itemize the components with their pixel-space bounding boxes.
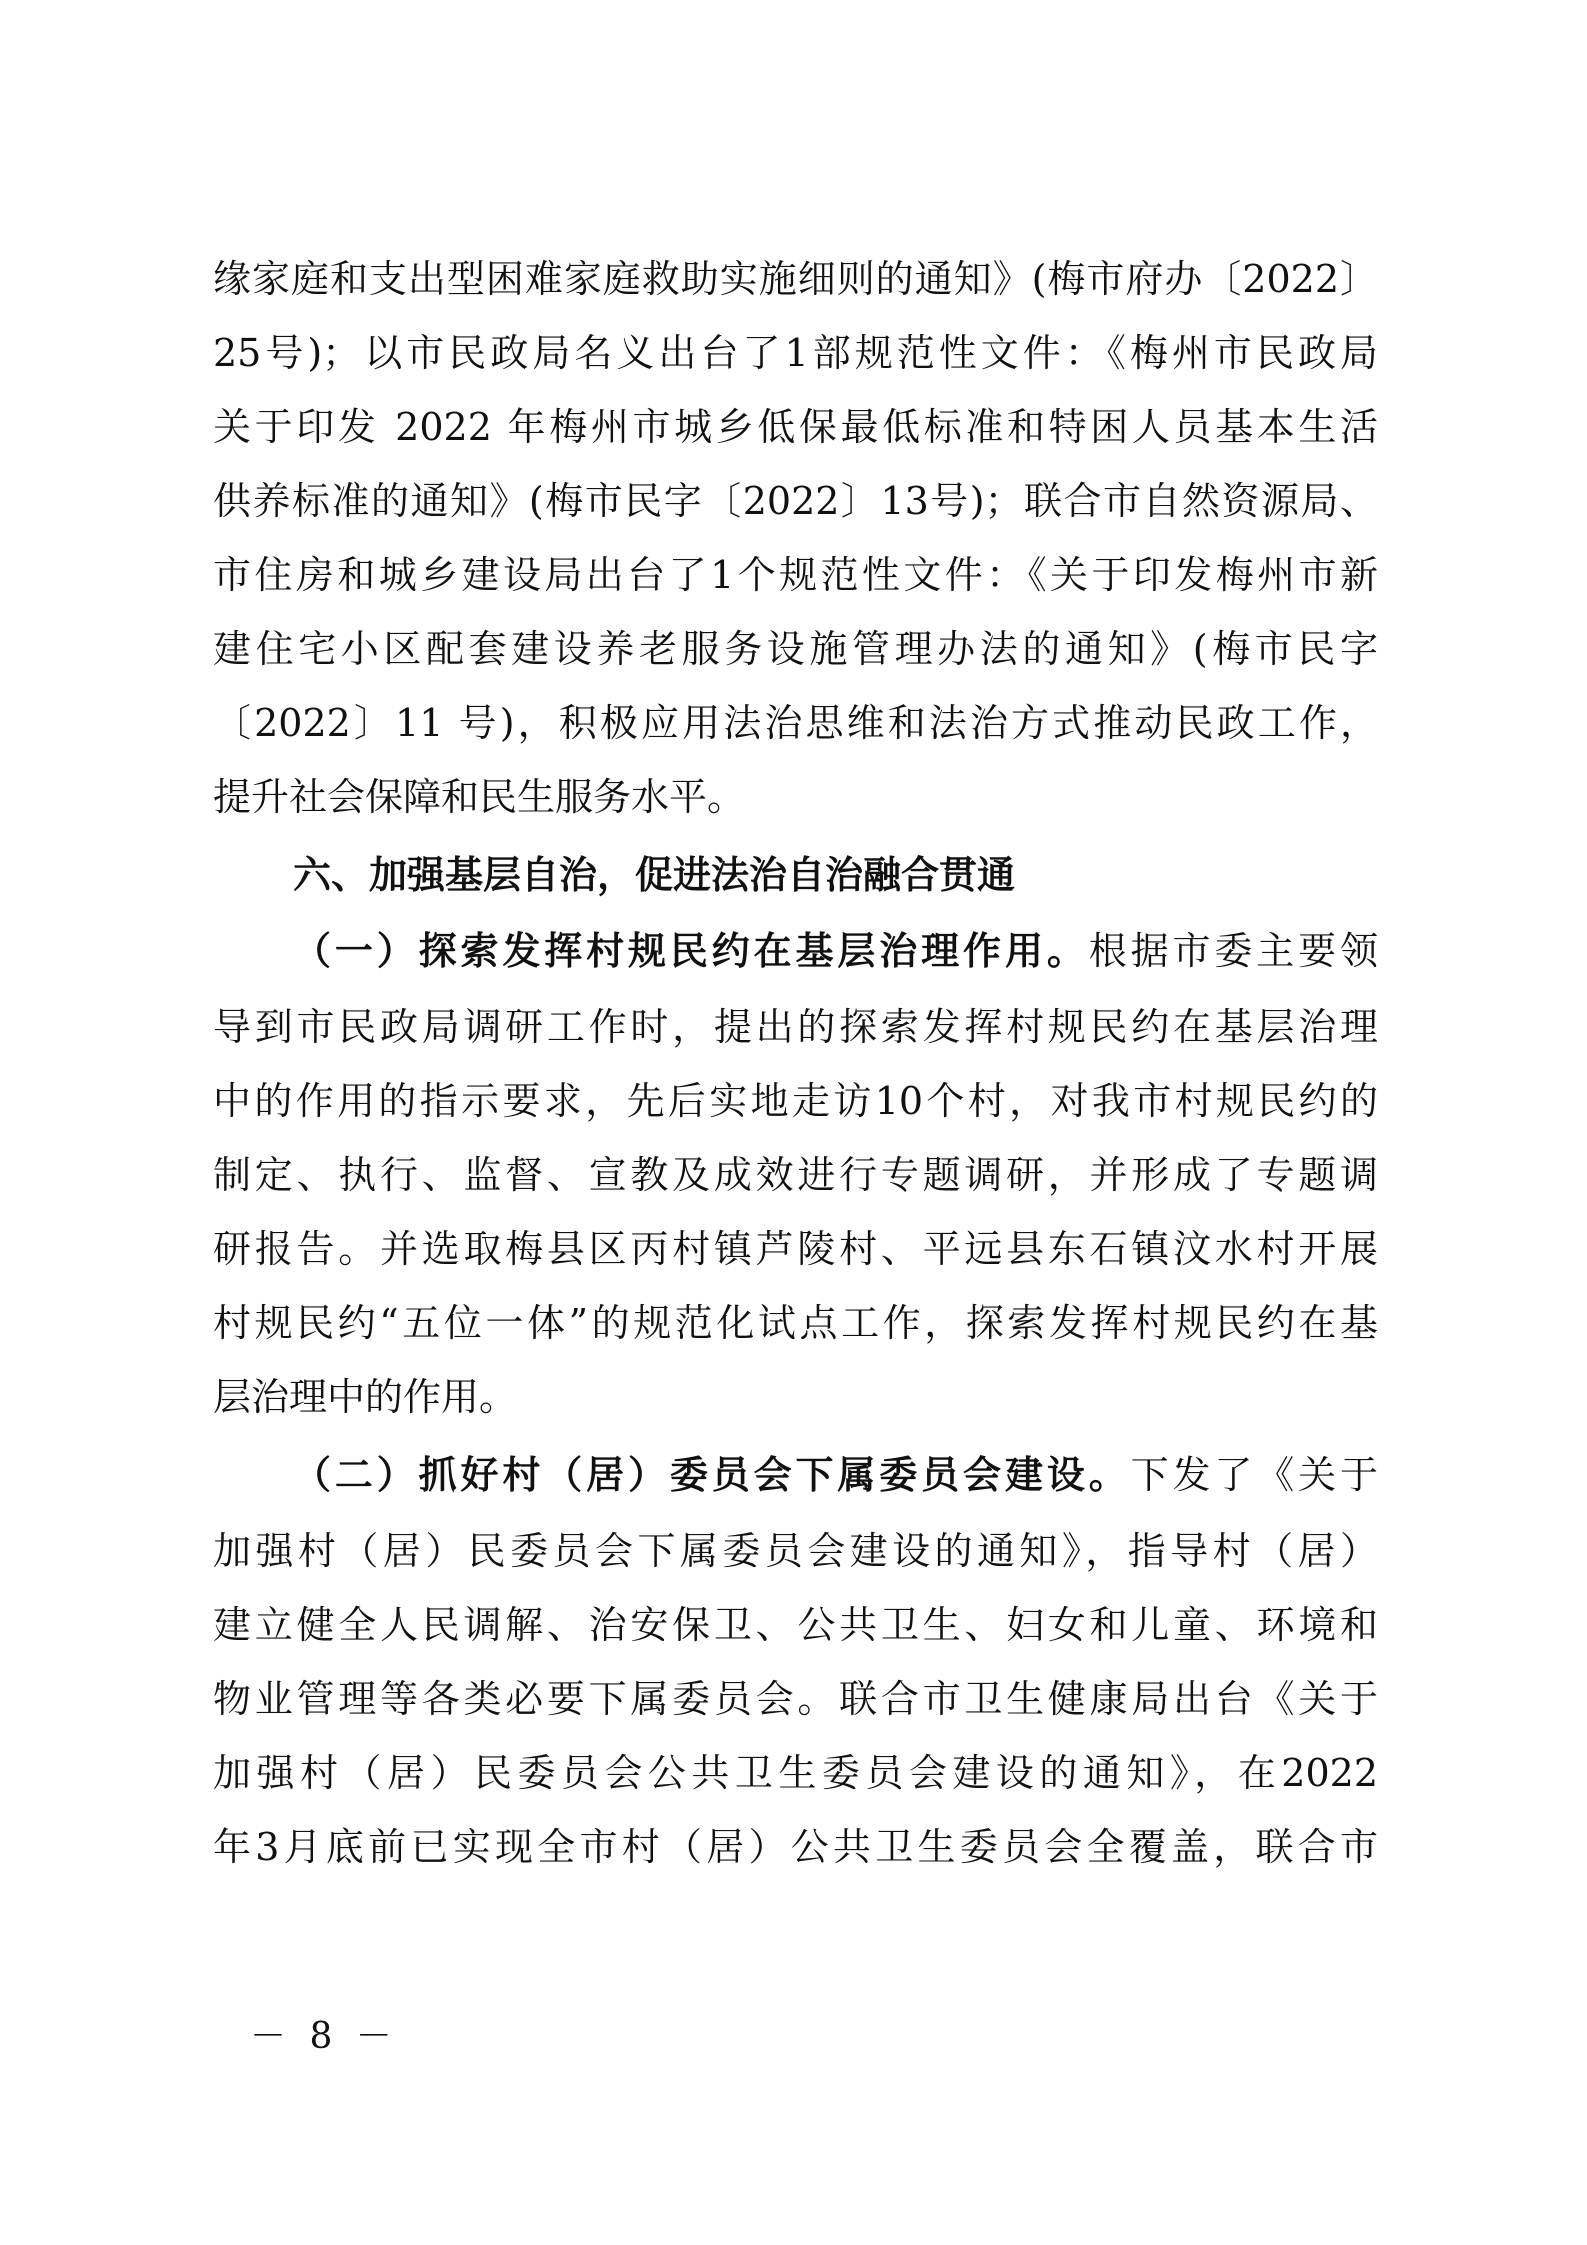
paragraph-line: 研报告。并选取梅县区丙村镇芦陵村、平远县东石镇汶水村开展: [213, 1227, 1378, 1271]
subsection-title: （二）抓好村（居）委员会下属委员会建设。: [293, 1452, 1131, 1497]
paragraph-line: 供养标准的通知》(梅市民字〔2022〕13号)；联合市自然资源局、: [213, 479, 1378, 523]
paragraph-line: 25号)；以市民政局名义出台了1部规范性文件：《梅州市民政局: [213, 331, 1378, 375]
paragraph-line: 提升社会保障和民生服务水平。: [213, 775, 746, 819]
paragraph-line: 中的作用的指示要求，先后实地走访10个村，对我市村规民约的: [213, 1079, 1378, 1123]
paragraph-line: 建立健全人民调解、治安保卫、公共卫生、妇女和儿童、环境和: [213, 1603, 1378, 1647]
paragraph-line: 制定、执行、监督、宣教及成效进行专题调研，并形成了专题调: [213, 1153, 1378, 1197]
paragraph-line: 村规民约“五位一体”的规范化试点工作，探索发挥村规民约在基: [213, 1301, 1378, 1345]
paragraph-line: 加强村（居）民委员会下属委员会建设的通知》，指导村（居）: [213, 1529, 1378, 1573]
subsection-title: （一）探索发挥村规民约在基层治理作用。: [293, 928, 1089, 973]
paragraph-first-line: [293, 1436, 1378, 1514]
paragraph-line: 建住宅小区配套建设养老服务设施管理办法的通知》(梅市民字: [213, 627, 1378, 671]
section-heading: 六、加强基层自治，促进法治自治融合贯通: [293, 853, 1016, 897]
paragraph-line: 物业管理等各类必要下属委员会。联合市卫生健康局出台《关于: [213, 1677, 1378, 1721]
paragraph-line: 〔2022〕11 号)，积极应用法治思维和法治方式推动民政工作，: [213, 701, 1378, 745]
paragraph-text: 下发了《关于: [1130, 1453, 1378, 1497]
paragraph-text: 根据市委主要领: [1088, 929, 1378, 973]
paragraph-line: 关于印发 2022 年梅州市城乡低保最低标准和特困人员基本生活: [213, 405, 1378, 449]
paragraph-line: 市住房和城乡建设局出台了1个规范性文件：《关于印发梅州市新: [213, 553, 1378, 597]
paragraph-line: 缘家庭和支出型困难家庭救助实施细则的通知》(梅市府办〔2022〕: [213, 257, 1378, 301]
paragraph-first-line: [293, 912, 1378, 990]
paragraph-line: 加强村（居）民委员会公共卫生委员会建设的通知》，在2022: [213, 1751, 1378, 1795]
page-number: － 8 －: [250, 2016, 398, 2057]
paragraph-line: 导到市民政局调研工作时，提出的探索发挥村规民约在基层治理: [213, 1005, 1378, 1049]
paragraph-line: 年3月底前已实现全市村（居）公共卫生委员会全覆盖，联合市: [213, 1825, 1378, 1869]
paragraph-line: 层治理中的作用。: [213, 1375, 518, 1419]
